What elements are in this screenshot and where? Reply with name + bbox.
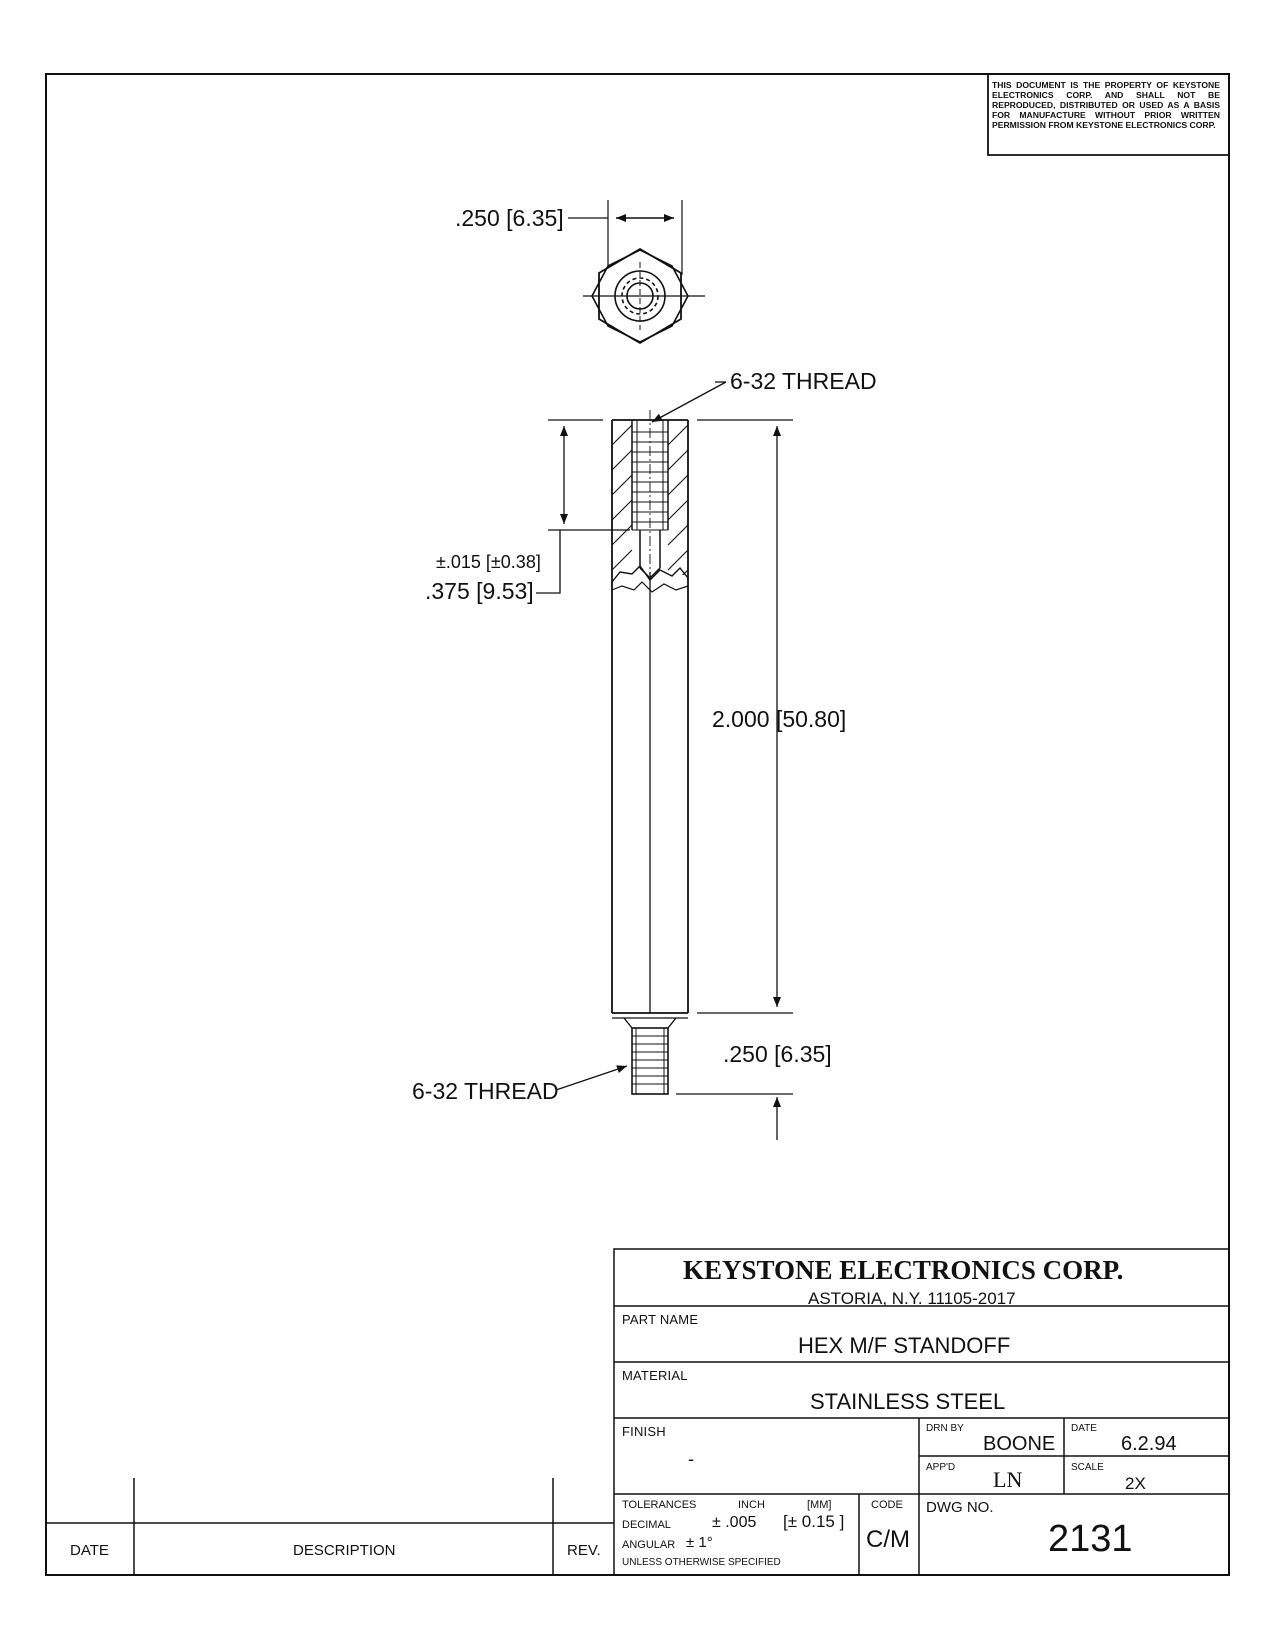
angular-label: ANGULAR	[622, 1539, 676, 1551]
mm-label: [MM]	[807, 1499, 832, 1511]
material-value: STAINLESS STEEL	[810, 1389, 1006, 1414]
decimal-label: DECIMAL	[622, 1519, 671, 1531]
hex-width-dim: .250 [6.35]	[455, 205, 564, 231]
rev-description-label: DESCRIPTION	[293, 1542, 396, 1559]
bottom-thread-callout: 6-32 THREAD	[412, 1078, 559, 1104]
thread-depth-tolerance: ±.015 [±0.38]	[436, 552, 541, 572]
drawn-by-value: BOONE	[983, 1433, 1056, 1455]
decimal-tolerance-mm: [± 0.15 ]	[783, 1512, 845, 1531]
scale-label: SCALE	[1071, 1462, 1104, 1473]
top-thread-callout: 6-32 THREAD	[730, 368, 877, 394]
material-label: MATERIAL	[622, 1368, 688, 1383]
dwg-no-label: DWG NO.	[926, 1499, 994, 1516]
decimal-tolerance-inch: ± .005	[712, 1514, 757, 1531]
standoff-side-view	[612, 410, 688, 1094]
body-length-dim: 2.000 [50.80]	[712, 706, 847, 732]
code-label: CODE	[871, 1499, 903, 1511]
date-label: DATE	[1071, 1423, 1097, 1434]
date-value: 6.2.94	[1121, 1433, 1177, 1455]
dimension-lines	[536, 382, 793, 1140]
inch-label: INCH	[738, 1499, 765, 1511]
rev-label: REV.	[567, 1542, 601, 1559]
revision-block-lines	[46, 1478, 614, 1575]
sheet-border	[46, 74, 1229, 1575]
finish-value: -	[688, 1449, 694, 1469]
rev-date-label: DATE	[70, 1542, 109, 1559]
angular-tolerance: ± 1°	[686, 1534, 713, 1551]
part-name-value: HEX M/F STANDOFF	[798, 1333, 1011, 1358]
dwg-no-value: 2131	[1048, 1518, 1133, 1560]
company-name: KEYSTONE ELECTRONICS CORP.	[683, 1255, 1124, 1285]
finish-label: FINISH	[622, 1424, 666, 1439]
approved-label: APP'D	[926, 1462, 956, 1473]
part-name-label: PART NAME	[622, 1312, 699, 1327]
code-value: C/M	[866, 1526, 910, 1553]
hex-top-view	[568, 200, 705, 343]
stud-length-dim: .250 [6.35]	[723, 1041, 832, 1067]
drawn-by-label: DRN BY	[926, 1423, 964, 1434]
property-notice: THIS DOCUMENT IS THE PROPERTY OF KEYSTONE ELECTRONICS CORP. AND SHALL NOT BE REPRODUCED, DISTRIBUTED OR USED AS A BASIS FOR MANUFACTURE WITHOUT PRIOR WRITTEN PERMISSION FROM KEYSTONE ELECTRONICS CORP.	[992, 80, 1220, 130]
company-address: ASTORIA, N.Y. 11105-2017	[808, 1289, 1016, 1308]
approved-value: LN	[993, 1467, 1023, 1492]
unless-note: UNLESS OTHERWISE SPECIFIED	[622, 1557, 781, 1568]
tolerances-label: TOLERANCES	[622, 1499, 697, 1511]
thread-depth-dim: .375 [9.53]	[425, 578, 534, 604]
scale-value: 2X	[1125, 1474, 1146, 1493]
